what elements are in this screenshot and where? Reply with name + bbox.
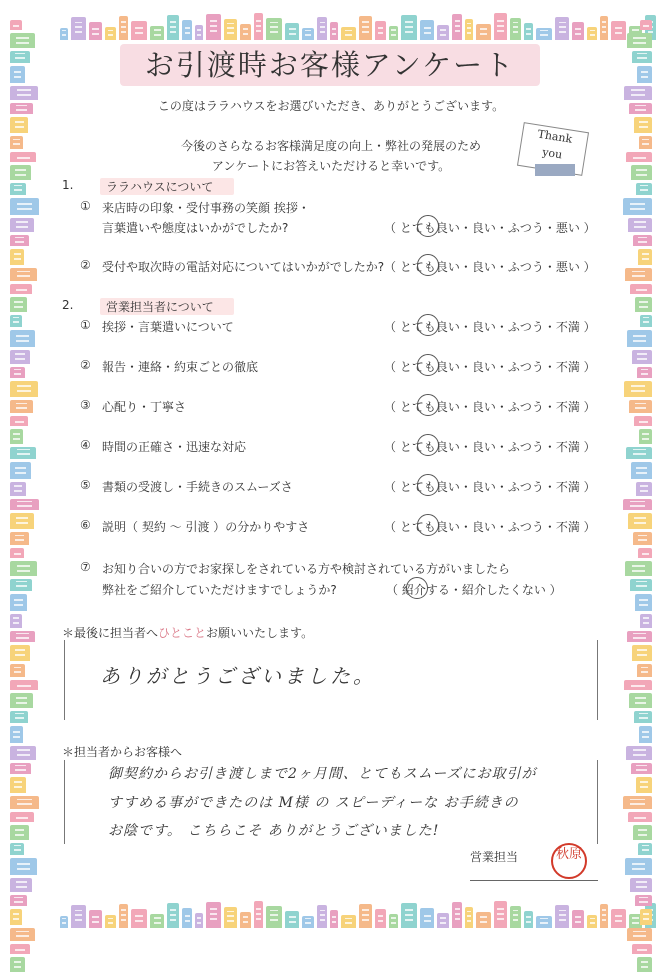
- building-icon: [317, 17, 327, 40]
- building-icon: [10, 297, 27, 312]
- s2-q2-options[interactable]: （ とても良い・良い・ふつう・不満 ）: [384, 360, 596, 374]
- building-icon: [182, 20, 192, 40]
- building-icon: [10, 645, 30, 661]
- building-icon: [10, 330, 35, 347]
- building-icon: [131, 21, 147, 40]
- building-icon: [10, 284, 32, 294]
- s1-q2-number: ②: [80, 258, 91, 272]
- s1-q2-text: 受付や取次時の電話対応についてはいかがでしたか?: [102, 260, 385, 274]
- building-icon: [10, 462, 31, 479]
- building-icon: [640, 20, 652, 30]
- building-icon: [535, 164, 575, 176]
- building-icon: [10, 381, 38, 397]
- building-icon: [240, 24, 251, 40]
- building-icon: [555, 905, 569, 928]
- building-icon: [182, 908, 192, 928]
- message-line-3: お陰です。 こちらこそ ありがとうございました!: [108, 823, 440, 839]
- building-icon: [317, 905, 327, 928]
- building-icon: [10, 249, 24, 265]
- comment-label-accent: ひとこと: [158, 626, 207, 640]
- building-icon: [341, 27, 356, 40]
- building-icon: [10, 777, 26, 793]
- building-icon: [167, 15, 179, 40]
- building-icon: [167, 903, 179, 928]
- building-icon: [10, 268, 37, 281]
- s2-q4-number: ④: [80, 438, 91, 452]
- building-icon: [632, 645, 652, 661]
- answer-circle: [417, 514, 439, 536]
- s1-q1-text-line-1: 来店時の印象・受付事務の笑顔 挨拶・: [102, 201, 310, 215]
- s2-q6-options[interactable]: （ とても良い・良い・ふつう・不満 ）: [384, 520, 596, 534]
- building-icon: [635, 895, 652, 906]
- building-icon: [625, 561, 652, 576]
- building-icon: [266, 906, 282, 928]
- answer-circle: [417, 354, 439, 376]
- building-icon: [330, 22, 338, 40]
- building-icon: [600, 16, 608, 40]
- building-icon: [632, 944, 652, 954]
- comment-label-prefix: ＊最後に担当者へ: [62, 626, 159, 640]
- building-icon: [10, 33, 35, 48]
- building-icon: [420, 908, 434, 928]
- building-icon: [635, 594, 652, 611]
- building-icon: [10, 499, 39, 510]
- answer-circle: [417, 314, 439, 336]
- building-icon: [623, 796, 652, 809]
- building-icon: [634, 117, 652, 133]
- building-icon: [634, 711, 652, 723]
- building-icon: [465, 907, 473, 928]
- building-icon: [639, 726, 652, 743]
- building-icon: [624, 381, 652, 397]
- building-icon: [10, 957, 25, 972]
- building-icon: [636, 183, 652, 195]
- building-icon: [10, 429, 23, 444]
- building-icon: [150, 914, 164, 928]
- building-icon: [60, 916, 68, 928]
- building-icon: [627, 330, 652, 347]
- building-icon: [510, 906, 521, 928]
- building-icon: [89, 910, 102, 928]
- s2-q3-text: 心配り・丁寧さ: [102, 400, 187, 414]
- building-icon: [10, 66, 25, 83]
- answer-circle: [417, 474, 439, 496]
- s2-q6-number: ⑥: [80, 518, 91, 532]
- building-icon: [465, 19, 473, 40]
- building-icon: [536, 28, 552, 40]
- s2-q7-number: ⑦: [80, 560, 91, 574]
- building-icon: [10, 944, 30, 954]
- s2-q5-text: 書類の受渡し・手続きのスムーズさ: [102, 480, 293, 494]
- building-icon: [626, 746, 652, 760]
- building-icon: [630, 284, 652, 294]
- building-icon: [71, 17, 86, 40]
- building-icon: [452, 14, 462, 40]
- intro-line-1: この度はララハウスをお選びいただき、ありがとうございます。: [157, 99, 505, 113]
- s1-q2-options[interactable]: （ とても良い・良い・ふつう・悪い ）: [384, 260, 596, 274]
- building-icon: [476, 912, 491, 928]
- s2-q7-options[interactable]: （ 紹介する・紹介したくない ）: [386, 583, 562, 597]
- s2-q1-number: ①: [80, 318, 91, 332]
- s2-q2-text: 報告・連絡・約束ごとの徹底: [102, 360, 259, 374]
- building-icon: [10, 664, 25, 677]
- thank-you-card-line-2: you: [541, 145, 564, 162]
- building-icon: [10, 631, 35, 642]
- building-icon: [375, 909, 386, 928]
- building-icon: [637, 367, 652, 378]
- building-icon: [536, 916, 552, 928]
- building-icon: [10, 796, 39, 809]
- building-icon: [10, 858, 37, 875]
- s2-q1-options[interactable]: （ とても良い・良い・ふつう・不満 ）: [384, 320, 596, 334]
- signature-line: [470, 880, 598, 881]
- building-icon: [640, 614, 652, 628]
- page-title: お引渡時お客様アンケート: [144, 48, 516, 82]
- section-1-number: 1.: [62, 178, 74, 192]
- s1-q1-text-line-2: 言葉遣いや態度はいかがでしたか?: [102, 221, 289, 235]
- thank-you-card-line-1: Thank: [536, 127, 574, 146]
- building-icon: [510, 18, 521, 40]
- intro-line-3: アンケートにお答えいただけると幸いです。: [211, 159, 451, 173]
- building-icon: [10, 51, 30, 63]
- building-icon: [633, 825, 652, 840]
- s2-q5-options[interactable]: （ とても良い・良い・ふつう・不満 ）: [384, 480, 596, 494]
- building-icon: [285, 23, 299, 40]
- building-icon: [10, 711, 28, 723]
- building-icon: [636, 777, 652, 793]
- building-icon: [555, 17, 569, 40]
- building-icon: [10, 763, 31, 774]
- building-icon: [60, 28, 68, 40]
- building-icon: [420, 20, 434, 40]
- s2-q5-number: ⑤: [80, 478, 91, 492]
- building-icon: [10, 532, 29, 545]
- top-building-border: [60, 10, 605, 40]
- building-icon: [628, 812, 652, 822]
- comment-label: [62, 624, 313, 641]
- building-icon: [629, 693, 652, 708]
- staff-label: 営業担当: [470, 850, 519, 864]
- building-icon: [10, 812, 34, 822]
- building-icon: [10, 726, 23, 743]
- building-icon: [10, 746, 36, 760]
- building-icon: [494, 13, 507, 40]
- building-icon: [10, 315, 22, 327]
- building-icon: [10, 350, 30, 364]
- building-icon: [587, 915, 597, 928]
- building-icon: [71, 905, 86, 928]
- building-icon: [302, 916, 314, 928]
- building-icon: [10, 579, 32, 591]
- building-icon: [131, 909, 147, 928]
- building-icon: [632, 350, 652, 364]
- building-icon: [10, 895, 27, 906]
- building-icon: [10, 400, 33, 413]
- building-icon: [625, 858, 652, 875]
- building-icon: [119, 904, 128, 928]
- building-icon: [437, 25, 449, 40]
- building-icon: [119, 16, 128, 40]
- building-icon: [240, 912, 251, 928]
- building-icon: [302, 28, 314, 40]
- s1-q1-options[interactable]: （ とても良い・良い・ふつう・悪い ）: [384, 221, 596, 235]
- building-icon: [206, 902, 221, 928]
- answer-circle: [417, 394, 439, 416]
- section-1-title: ララハウスについて: [100, 178, 234, 195]
- s2-q7-text-line-2: 弊社をご紹介していただけますでしょうか?: [102, 583, 337, 597]
- building-icon: [572, 910, 584, 928]
- section-2-number: 2.: [62, 298, 74, 312]
- building-icon: [89, 22, 102, 40]
- building-icon: [10, 482, 26, 496]
- building-icon: [389, 914, 398, 928]
- intro-line-2: 今後のさらなるお客様満足度の向上・弊社の発展のため: [180, 139, 481, 153]
- building-icon: [10, 218, 34, 232]
- building-icon: [623, 198, 652, 215]
- building-icon: [105, 27, 116, 40]
- building-icon: [359, 904, 372, 928]
- building-icon: [623, 499, 652, 510]
- building-icon: [524, 911, 533, 928]
- building-icon: [625, 268, 652, 281]
- s2-q4-options[interactable]: （ とても良い・良い・ふつう・不満 ）: [384, 440, 596, 454]
- building-icon: [10, 843, 24, 855]
- building-icon: [636, 482, 652, 496]
- s2-q7-text-line-1: お知り合いの方でお家探しをされている方や検討されている方がいましたら: [102, 562, 511, 576]
- building-icon: [627, 33, 652, 48]
- building-icon: [10, 680, 38, 690]
- building-icon: [10, 693, 33, 708]
- building-icon: [10, 183, 26, 195]
- name-seal: 秋原: [551, 843, 587, 879]
- bottom-building-border: [60, 898, 605, 928]
- s2-q6-text: 説明（ 契約 〜 引渡 ）の分かりやすさ: [102, 520, 310, 534]
- message-label: ＊担当者からお客様へ: [62, 745, 183, 759]
- building-icon: [10, 909, 22, 925]
- building-icon: [285, 911, 299, 928]
- building-icon: [437, 913, 449, 928]
- building-icon: [150, 26, 164, 40]
- message-line-1: 御契約からお引き渡しまで2ヶ月間、とてもスムーズにお取引が: [108, 766, 537, 782]
- building-icon: [611, 909, 626, 928]
- s2-q4-text: 時間の正確さ・迅速な対応: [102, 440, 247, 454]
- building-icon: [10, 117, 28, 133]
- building-icon: [452, 902, 462, 928]
- building-icon: [633, 235, 652, 246]
- building-icon: [10, 878, 32, 892]
- building-icon: [389, 26, 398, 40]
- building-icon: [634, 416, 652, 426]
- building-icon: [266, 18, 282, 40]
- building-icon: [628, 218, 652, 232]
- building-icon: [639, 429, 652, 444]
- building-icon: [375, 21, 386, 40]
- answer-circle: [417, 215, 439, 237]
- building-icon: [631, 763, 652, 774]
- building-icon: [401, 15, 417, 40]
- section-2-title: 営業担当者について: [100, 298, 234, 315]
- building-icon: [638, 843, 652, 855]
- building-icon: [10, 416, 28, 426]
- building-icon: [10, 20, 22, 30]
- s2-q3-number: ③: [80, 398, 91, 412]
- building-icon: [627, 928, 652, 941]
- building-icon: [401, 903, 417, 928]
- building-icon: [10, 561, 37, 576]
- building-icon: [600, 904, 608, 928]
- comment-handwritten: ありがとうございました。: [100, 664, 376, 688]
- building-icon: [330, 910, 338, 928]
- s2-q3-options[interactable]: （ とても良い・良い・ふつう・不満 ）: [384, 400, 596, 414]
- building-icon: [638, 249, 652, 265]
- building-icon: [10, 548, 24, 558]
- building-icon: [10, 513, 34, 529]
- message-line-2: すすめる事ができたのは M様 の スピーディーな お手続きの: [108, 795, 519, 811]
- answer-circle: [406, 577, 428, 599]
- building-icon: [628, 513, 652, 529]
- building-icon: [10, 235, 29, 246]
- building-icon: [359, 16, 372, 40]
- building-icon: [524, 23, 533, 40]
- s2-q1-text: 挨拶・言葉遣いについて: [102, 320, 234, 334]
- building-icon: [640, 315, 652, 327]
- building-icon: [631, 462, 652, 479]
- building-icon: [10, 594, 27, 611]
- building-icon: [626, 447, 652, 459]
- building-icon: [10, 367, 25, 378]
- building-icon: [637, 66, 652, 83]
- building-icon: [10, 198, 39, 215]
- building-icon: [10, 614, 22, 628]
- s2-q2-number: ②: [80, 358, 91, 372]
- building-icon: [10, 447, 36, 459]
- building-icon: [640, 909, 652, 925]
- building-icon: [341, 915, 356, 928]
- building-icon: [630, 878, 652, 892]
- building-icon: [572, 22, 584, 40]
- building-icon: [637, 957, 652, 972]
- building-icon: [629, 400, 652, 413]
- building-icon: [637, 664, 652, 677]
- building-icon: [10, 825, 29, 840]
- comment-label-suffix: お願いいたします。: [206, 626, 314, 640]
- building-icon: [10, 928, 35, 941]
- building-icon: [627, 631, 652, 642]
- answer-circle: [417, 434, 439, 456]
- building-icon: [624, 680, 652, 690]
- building-icon: [254, 13, 263, 40]
- building-icon: [206, 14, 221, 40]
- building-icon: [638, 548, 652, 558]
- building-icon: [224, 19, 237, 40]
- building-icon: [476, 24, 491, 40]
- building-icon: [195, 913, 203, 928]
- answer-circle: [417, 254, 439, 276]
- building-icon: [633, 532, 652, 545]
- building-icon: [632, 51, 652, 63]
- s1-q1-number: ①: [80, 199, 91, 213]
- building-icon: [254, 901, 263, 928]
- building-icon: [195, 25, 203, 40]
- building-icon: [224, 907, 237, 928]
- building-icon: [587, 27, 597, 40]
- building-icon: [105, 915, 116, 928]
- building-icon: [635, 297, 652, 312]
- building-icon: [494, 901, 507, 928]
- building-icon: [630, 579, 652, 591]
